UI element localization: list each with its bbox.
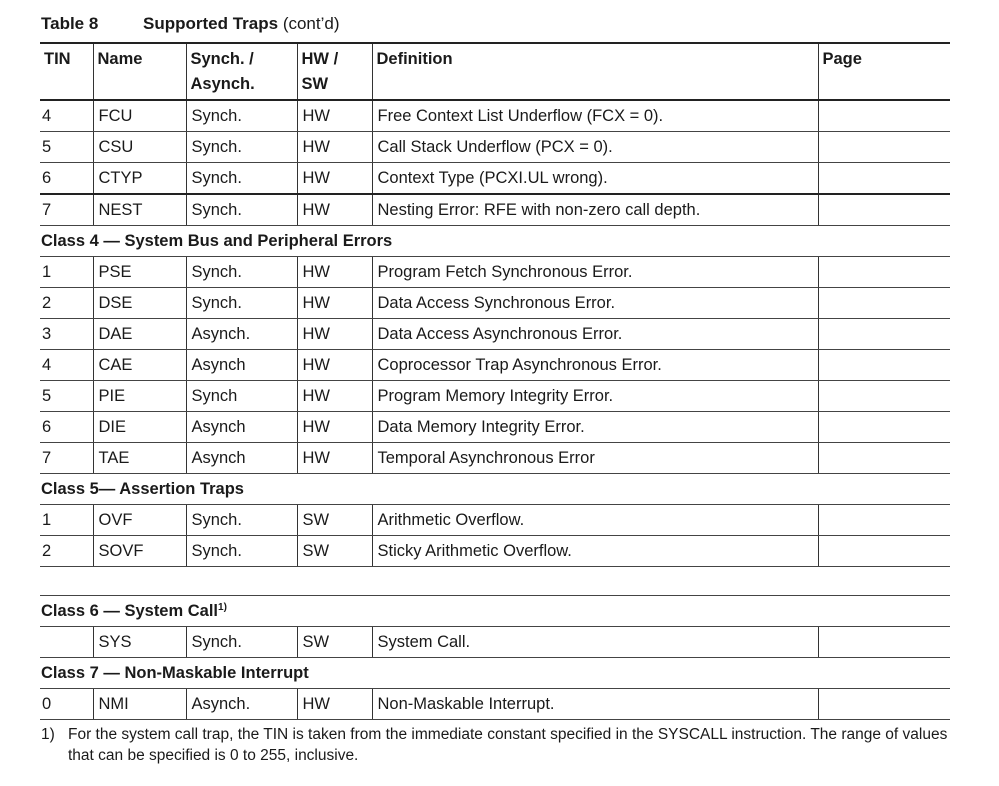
table-row bbox=[40, 443, 950, 474]
class-4-heading: Class 4 — System Bus and Peripheral Errors bbox=[40, 226, 950, 257]
header-hwsw bbox=[297, 43, 372, 100]
table-row bbox=[40, 100, 950, 132]
cell-name: SYS bbox=[93, 627, 186, 658]
cell-tin: 2 bbox=[40, 288, 93, 319]
class-heading-row bbox=[40, 474, 950, 505]
cell-tin: 4 bbox=[40, 100, 93, 132]
footnote-text: For the system call trap, the TIN is taken from the immediate constant specified in the SYSCALL instruction. The range of values that can be specified is 0 to 255, inclusive. bbox=[68, 726, 948, 764]
cell-synch: Synch. bbox=[186, 288, 297, 319]
cell-definition: Context Type (PCXI.UL wrong). bbox=[372, 163, 818, 195]
cell-hwsw: HW bbox=[297, 350, 372, 381]
cell-hwsw: HW bbox=[297, 412, 372, 443]
cell-synch: Asynch bbox=[186, 350, 297, 381]
footnote-marker: 1) bbox=[41, 726, 55, 743]
cell-tin: 0 bbox=[40, 689, 93, 720]
cell-definition: Non-Maskable Interrupt. bbox=[372, 689, 818, 720]
cell-hwsw: HW bbox=[297, 319, 372, 350]
cell-page bbox=[818, 412, 950, 443]
cell-synch: Asynch. bbox=[186, 319, 297, 350]
cell-name: CTYP bbox=[93, 163, 186, 195]
cell-synch: Synch. bbox=[186, 100, 297, 132]
header-synch-line1: Synch. / bbox=[190, 50, 254, 68]
cell-page bbox=[818, 132, 950, 163]
cell-definition: Program Fetch Synchronous Error. bbox=[372, 257, 818, 288]
class-5-heading: Class 5— Assertion Traps bbox=[40, 474, 950, 505]
header-hwsw-line1: HW / bbox=[301, 50, 339, 68]
cell-tin: 6 bbox=[40, 163, 93, 195]
header-page: Page bbox=[818, 43, 950, 100]
cell-page bbox=[818, 257, 950, 288]
header-synch bbox=[186, 43, 297, 100]
table-row bbox=[40, 319, 950, 350]
cell-definition: Arithmetic Overflow. bbox=[372, 505, 818, 536]
cell-tin: 1 bbox=[40, 257, 93, 288]
cell-page bbox=[818, 536, 950, 567]
header-row bbox=[40, 43, 950, 100]
table-row bbox=[40, 689, 950, 720]
supported-traps-table bbox=[40, 42, 950, 720]
table-row bbox=[40, 163, 950, 195]
table-row bbox=[40, 505, 950, 536]
table-row bbox=[40, 412, 950, 443]
cell-hwsw: SW bbox=[297, 627, 372, 658]
cell-page bbox=[818, 689, 950, 720]
cell-name: NEST bbox=[93, 194, 186, 226]
cell-definition: Sticky Arithmetic Overflow. bbox=[372, 536, 818, 567]
table-number: Table 8 bbox=[41, 14, 99, 33]
class-heading-row bbox=[40, 226, 950, 257]
cell-tin: 5 bbox=[40, 381, 93, 412]
cell-synch: Asynch bbox=[186, 443, 297, 474]
cell-hwsw: HW bbox=[297, 689, 372, 720]
cell-page bbox=[818, 350, 950, 381]
cell-tin: 7 bbox=[40, 194, 93, 226]
cell-tin: 3 bbox=[40, 319, 93, 350]
cell-hwsw: HW bbox=[297, 288, 372, 319]
cell-name: DSE bbox=[93, 288, 186, 319]
cell-synch: Synch. bbox=[186, 132, 297, 163]
cell-synch: Synch. bbox=[186, 505, 297, 536]
cell-name: SOVF bbox=[93, 536, 186, 567]
class-6-title: Class 6 — System Call bbox=[41, 601, 219, 620]
header-hwsw-line2: SW bbox=[301, 75, 329, 93]
cell-hwsw: HW bbox=[297, 194, 372, 226]
table-row bbox=[40, 381, 950, 412]
cell-name: CSU bbox=[93, 132, 186, 163]
cell-page bbox=[818, 627, 950, 658]
spacer-cell bbox=[40, 567, 950, 596]
class-heading-row bbox=[40, 596, 950, 627]
cell-page bbox=[818, 319, 950, 350]
header-definition: Definition bbox=[372, 43, 818, 100]
table-row bbox=[40, 627, 950, 658]
cell-definition: System Call. bbox=[372, 627, 818, 658]
footnote-reference: 1) bbox=[218, 601, 227, 613]
table-continued-note: (cont’d) bbox=[282, 14, 340, 33]
cell-page bbox=[818, 194, 950, 226]
cell-page bbox=[818, 288, 950, 319]
cell-hwsw: HW bbox=[297, 163, 372, 195]
cell-hwsw: SW bbox=[297, 536, 372, 567]
table-caption bbox=[41, 14, 340, 34]
cell-page bbox=[818, 100, 950, 132]
cell-page bbox=[818, 443, 950, 474]
cell-tin: 7 bbox=[40, 443, 93, 474]
cell-name: OVF bbox=[93, 505, 186, 536]
cell-hwsw: HW bbox=[297, 100, 372, 132]
cell-page bbox=[818, 381, 950, 412]
table-row bbox=[40, 288, 950, 319]
header-tin: TIN bbox=[40, 43, 93, 100]
class-7-heading: Class 7 — Non-Maskable Interrupt bbox=[40, 658, 950, 689]
cell-name: DIE bbox=[93, 412, 186, 443]
cell-tin: 2 bbox=[40, 536, 93, 567]
cell-definition: Data Memory Integrity Error. bbox=[372, 412, 818, 443]
table-header bbox=[40, 43, 950, 100]
cell-synch: Synch. bbox=[186, 194, 297, 226]
cell-synch: Asynch. bbox=[186, 689, 297, 720]
cell-synch: Synch. bbox=[186, 257, 297, 288]
class-6-heading bbox=[40, 596, 950, 627]
spacer-row bbox=[40, 567, 950, 596]
cell-definition: Program Memory Integrity Error. bbox=[372, 381, 818, 412]
table-row bbox=[40, 536, 950, 567]
table-body bbox=[40, 100, 950, 720]
cell-name: DAE bbox=[93, 319, 186, 350]
class-heading-row bbox=[40, 658, 950, 689]
cell-definition: Free Context List Underflow (FCX = 0). bbox=[372, 100, 818, 132]
cell-tin: 5 bbox=[40, 132, 93, 163]
cell-synch: Synch. bbox=[186, 627, 297, 658]
table-row bbox=[40, 194, 950, 226]
cell-name: NMI bbox=[93, 689, 186, 720]
table-row bbox=[40, 132, 950, 163]
cell-definition: Data Access Asynchronous Error. bbox=[372, 319, 818, 350]
cell-synch: Asynch bbox=[186, 412, 297, 443]
cell-synch: Synch. bbox=[186, 163, 297, 195]
cell-name: PSE bbox=[93, 257, 186, 288]
table-row bbox=[40, 257, 950, 288]
cell-name: FCU bbox=[93, 100, 186, 132]
cell-definition: Coprocessor Trap Asynchronous Error. bbox=[372, 350, 818, 381]
cell-tin: 1 bbox=[40, 505, 93, 536]
footnote bbox=[41, 724, 953, 766]
cell-page bbox=[818, 163, 950, 195]
table-row bbox=[40, 350, 950, 381]
cell-definition: Data Access Synchronous Error. bbox=[372, 288, 818, 319]
table-title: Supported Traps bbox=[143, 14, 279, 33]
cell-name: TAE bbox=[93, 443, 186, 474]
cell-hwsw: HW bbox=[297, 443, 372, 474]
cell-page bbox=[818, 505, 950, 536]
cell-synch: Synch bbox=[186, 381, 297, 412]
header-name: Name bbox=[93, 43, 186, 100]
cell-name: PIE bbox=[93, 381, 186, 412]
cell-name: CAE bbox=[93, 350, 186, 381]
cell-definition: Call Stack Underflow (PCX = 0). bbox=[372, 132, 818, 163]
cell-definition: Temporal Asynchronous Error bbox=[372, 443, 818, 474]
cell-synch: Synch. bbox=[186, 536, 297, 567]
cell-hwsw: SW bbox=[297, 505, 372, 536]
cell-tin bbox=[40, 627, 93, 658]
cell-hwsw: HW bbox=[297, 132, 372, 163]
header-synch-line2: Asynch. bbox=[190, 75, 255, 93]
cell-hwsw: HW bbox=[297, 381, 372, 412]
cell-tin: 4 bbox=[40, 350, 93, 381]
cell-definition: Nesting Error: RFE with non-zero call depth. bbox=[372, 194, 818, 226]
cell-hwsw: HW bbox=[297, 257, 372, 288]
cell-tin: 6 bbox=[40, 412, 93, 443]
